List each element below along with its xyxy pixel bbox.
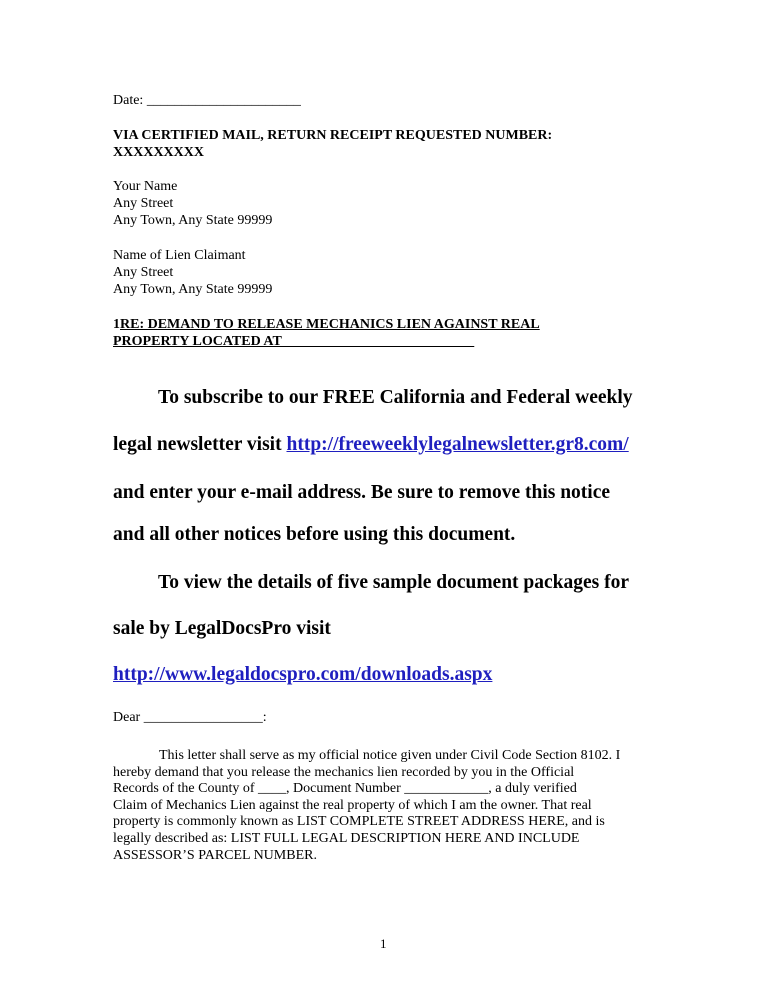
subscribe-line-2 [113, 433, 629, 457]
downloads-link[interactable]: http://www.legaldocspro.com/downloads.aspx [113, 664, 493, 685]
newsletter-link[interactable]: http://freeweeklylegalnewsletter.gr8.com/ [286, 434, 629, 455]
sender-name: Your Name [113, 179, 178, 194]
recipient-street: Any Street [113, 265, 174, 280]
recipient-city: Any Town, Any State 99999 [113, 282, 273, 297]
subscribe-line-2-text: legal newsletter visit [113, 434, 287, 455]
paragraph-line: Claim of Mechanics Lien against the real property of which I am the owner. That real [113, 797, 592, 813]
page-number: 1 [380, 936, 387, 951]
paragraph-line: legally described as: LIST FULL LEGAL DESCRIPTION HERE AND INCLUDE [113, 830, 580, 846]
paragraph-line: ASSESSOR’S PARCEL NUMBER. [113, 847, 317, 863]
re-line-1 [113, 316, 540, 333]
re-prefix: 1 [113, 317, 120, 332]
recipient-name: Name of Lien Claimant [113, 248, 246, 263]
re-heading-1: RE: DEMAND TO RELEASE MECHANICS LIEN AGAINST REAL [120, 317, 540, 332]
subscribe-line-1: To subscribe to our FREE California and Federal weekly [158, 387, 633, 408]
subscribe-line-3: and enter your e-mail address. Be sure to remove this notice [113, 482, 611, 503]
paragraph-line: property is commonly known as LIST COMPLETE STREET ADDRESS HERE, and is [113, 814, 605, 830]
paragraph-line: This letter shall serve as my official notice given under Civil Code Section 8102. I [159, 748, 621, 763]
salutation: Dear _________________: [113, 710, 267, 725]
re-line-2: PROPERTY LOCATED AT ___________________________ [113, 334, 475, 349]
sender-street: Any Street [113, 196, 174, 211]
paragraph-line: hereby demand that you release the mechanics lien recorded by you in the Official [113, 764, 575, 780]
body-paragraph [113, 748, 673, 864]
view-line-1: To view the details of five sample document packages for [158, 572, 630, 593]
downloads-link-line [113, 663, 492, 687]
date-line: Date: ______________________ [113, 93, 301, 108]
view-line-2: sale by LegalDocsPro visit [113, 618, 331, 639]
subscribe-line-4: and all other notices before using this document. [113, 524, 516, 545]
sender-city: Any Town, Any State 99999 [113, 213, 273, 228]
paragraph-line: Records of the County of ____, Document Number ____________, a duly verified [113, 781, 577, 797]
certified-mail-heading: VIA CERTIFIED MAIL, RETURN RECEIPT REQUESTED NUMBER: [113, 128, 553, 143]
certified-number: XXXXXXXXX [113, 145, 204, 160]
